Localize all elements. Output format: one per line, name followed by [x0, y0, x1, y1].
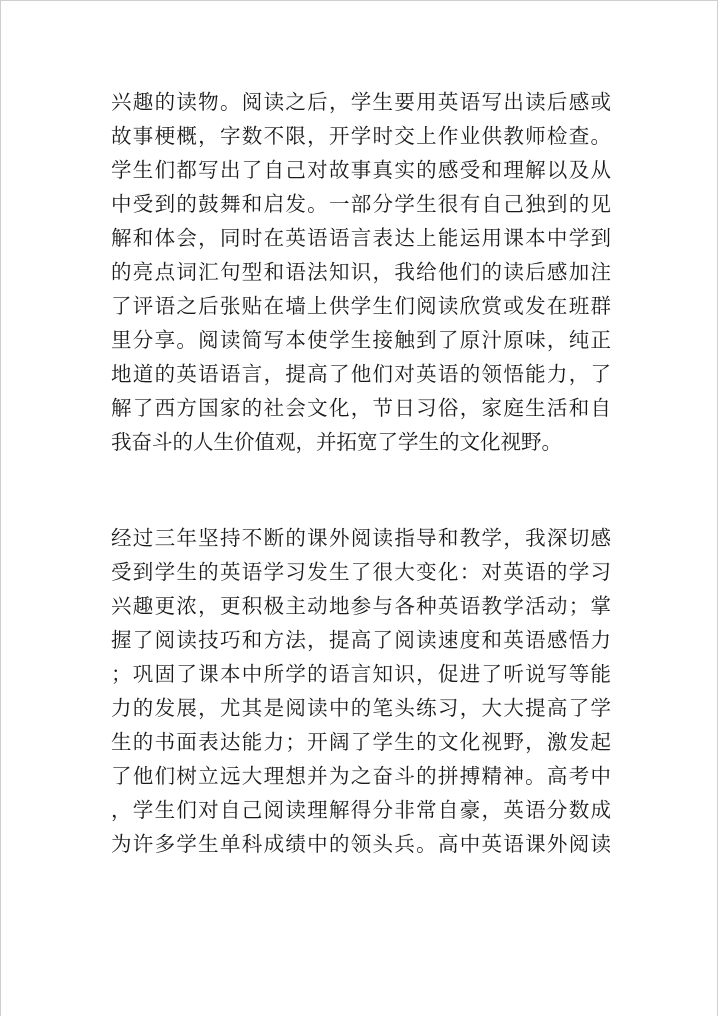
paragraph-line: ；巩固了课本中所学的语言知识，促进了听说写等能: [111, 662, 611, 686]
paragraph-line: 受到学生的英语学习发生了很大变化：对英语的学习: [111, 560, 611, 584]
paragraph-line: 经过三年坚持不断的课外阅读指导和教学，我深切感: [111, 526, 611, 550]
paragraph-line: 生的书面表达能力；开阔了学生的文化视野，激发起: [111, 730, 611, 754]
paragraph-reading-results: [111, 521, 611, 861]
paragraph-line: 我奋斗的人生价值观，并拓宽了学生的文化视野。: [111, 430, 562, 454]
paragraph-line: 地道的英语语言，提高了他们对英语的领悟能力，了: [111, 362, 611, 386]
paragraph-line: 的亮点词汇句型和语法知识，我给他们的读后感加注: [111, 260, 611, 284]
paragraph-line: 中受到的鼓舞和启发。一部分学生很有自己独到的见: [111, 192, 611, 216]
paragraph-line: 里分享。阅读简写本使学生接触到了原汁原味，纯正: [111, 328, 611, 352]
paragraph-line: 握了阅读技巧和方法，提高了阅读速度和英语感悟力: [111, 628, 611, 652]
paragraph-line: 力的发展，尤其是阅读中的笔头练习，大大提高了学: [111, 696, 611, 720]
paragraph-line: 解了西方国家的社会文化，节日习俗，家庭生活和自: [111, 396, 611, 420]
paragraph-line: 故事梗概，字数不限，开学时交上作业供教师检查。: [111, 124, 611, 148]
paragraph-line: ，学生们对自己阅读理解得分非常自豪，英语分数成: [111, 798, 611, 822]
paragraph-line: 学生们都写出了自己对故事真实的感受和理解以及从: [111, 158, 611, 182]
paragraph-line: 为许多学生单科成绩中的领头兵。高中英语课外阅读: [111, 832, 611, 856]
paragraph-line: 了评语之后张贴在墙上供学生们阅读欣赏或发在班群: [111, 294, 611, 318]
paragraph-line: 了他们树立远大理想并为之奋斗的拼搏精神。高考中: [111, 764, 611, 788]
paragraph-line: 解和体会，同时在英语语言表达上能运用课本中学到: [111, 226, 611, 250]
paragraph-reading-summary: [111, 85, 611, 459]
paragraph-line: 兴趣的读物。阅读之后，学生要用英语写出读后感或: [111, 90, 611, 114]
paragraph-line: 兴趣更浓，更积极主动地参与各种英语教学活动；掌: [111, 594, 611, 618]
